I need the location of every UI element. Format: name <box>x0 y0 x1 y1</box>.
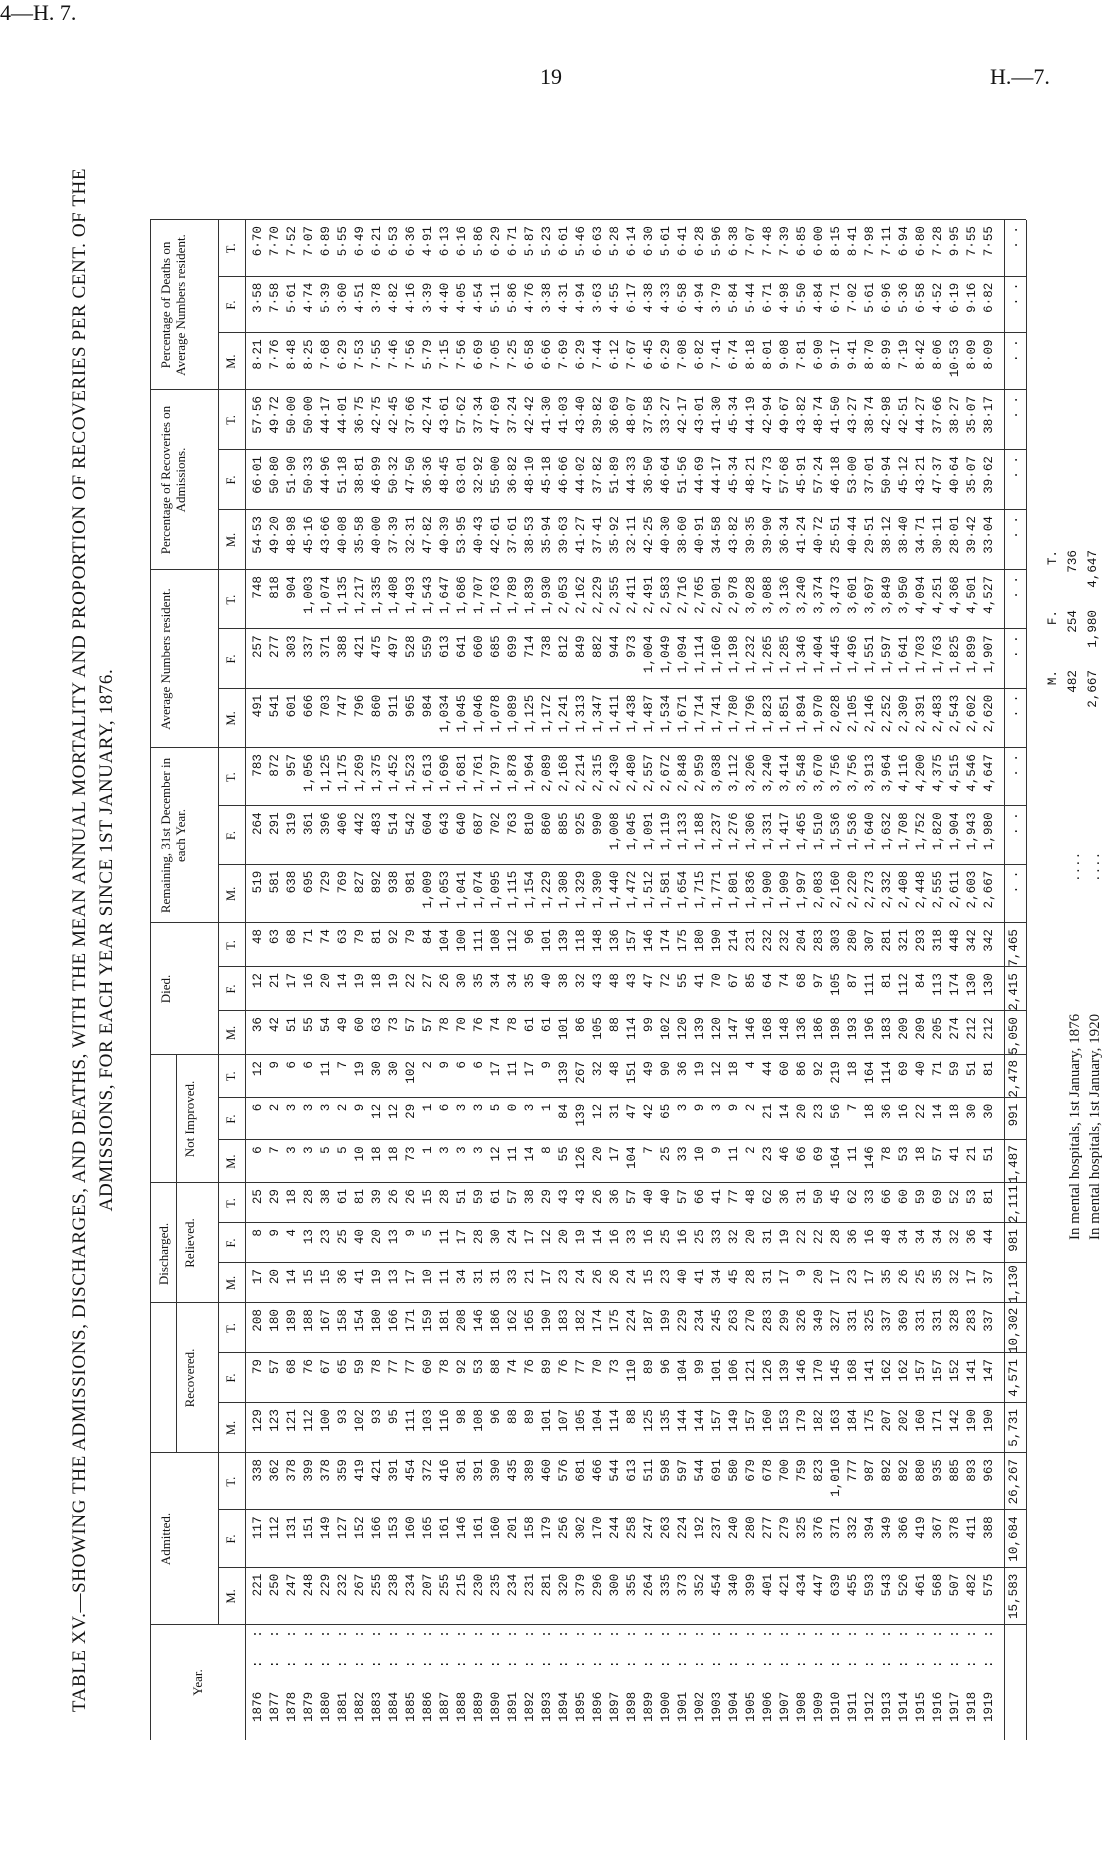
remaining-m-total: . . <box>1007 870 1021 894</box>
rule <box>218 220 219 390</box>
admitted-m-subheader: M. <box>224 1589 238 1604</box>
pct-recoveries-header: Percentage of Recoveries on Admissions. <box>158 405 188 555</box>
rule <box>218 748 219 923</box>
not-improved-f-subheader: F. <box>224 1114 238 1124</box>
admitted-m-total: 15,583 <box>1007 1573 1021 1620</box>
rule <box>1026 220 1027 1740</box>
pct-recoveries-t-subheader: T. <box>224 415 238 425</box>
footnote-f-label: F. <box>1046 610 1060 626</box>
average-t-subheader: T. <box>224 594 238 605</box>
admitted-t-column: 338 362 378 399 378 359 419 421 391 454 372 416 361 391 390 435 389 460 576 681 466 544 613 511 598 597 544 691 580 679 678 700 759 823 1,010 777 987 892 892 880 935 885 893 963 <box>251 1459 996 1497</box>
average-t-total: . . <box>1007 576 1021 599</box>
rule <box>218 570 219 748</box>
pct-deaths-f-column: 3·58 7·58 5·61 4·74 5·39 3·60 4·51 3·78 4·82 4·16 3·39 4·40 4·05 4·54 5·11 5·86 4·76 3·38 4·31 4·94 3·63 4·55 6·17 4·38 4·33 6·58 4·94 3·79 5·84 5·44 6·71 4·98 5·50 4·84 6·71 7·02 5·61 6·96 5·36 6·58 4·52 6·19 9·16 6·82 <box>251 282 996 313</box>
recovered-t-column: 208 180 189 188 167 158 154 180 166 171 159 181 208 146 186 162 165 190 183 182 174 175 224 187 199 229 234 245 263 270 283 299 326 349 327 331 325 337 369 331 331 328 283 337 <box>251 1309 996 1332</box>
died-t-column: 48 63 68 71 74 63 79 81 92 79 84 104 100 111 108 112 96 101 139 118 148 136 157 146 174 175 180 190 214 231 232 232 204 283 303 280 307 281 321 293 318 448 342 342 <box>251 929 996 952</box>
footnote-dots-1920: . . . . <box>1087 853 1103 880</box>
relieved-t-column: 25 29 18 28 38 61 81 39 26 26 15 28 51 59 61 57 38 29 43 43 26 36 57 40 40 57 66 41 77 48 62 36 31 50 45 62 33 66 60 59 69 52 53 81 <box>251 1189 996 1205</box>
remaining-header: Remaining, 31st December in each Year. <box>158 757 188 914</box>
not-improved-t-subheader: T. <box>224 1071 238 1082</box>
rule <box>218 1453 219 1625</box>
admitted-m-column: 221 250 247 248 229 232 267 255 238 234 207 255 215 230 235 234 231 281 320 379 296 300 355 264 335 373 352 454 340 399 401 421 434 447 639 455 593 543 526 461 568 507 482 575 <box>251 1573 996 1597</box>
admitted-t-total: 26,267 <box>1007 1459 1021 1505</box>
footnote-t-1876: 736 <box>1066 550 1080 573</box>
recovered-m-total: 5,731 <box>1007 1409 1021 1447</box>
page-number: 19 <box>540 64 562 89</box>
footnote-m-1920: 2,667 <box>1086 670 1100 708</box>
not-improved-m-subheader: M. <box>224 1154 238 1169</box>
rule <box>218 1303 219 1453</box>
average-m-column: 491 541 601 666 703 747 796 860 911 965 984 1,034 1,045 1,046 1,078 1,089 1,125 1,172 1,241 1,313 1,347 1,411 1,438 1,487 1,534 1,671 1,714 1,741 1,780 1,796 1,823 1,851 1,894 1,970 2,028 2,105 2,146 2,252 2,309 2,391 2,483 2,543 2,602 2,620 <box>251 694 996 733</box>
footnote-t-label: T. <box>1046 550 1060 566</box>
year-column: 1876 1877 1878 1879 1880 1881 1882 1883 1884 1885 1886 1887 1888 1889 1890 1891 1892 1893 1894 1895 1896 1897 1898 1899 1900 1901 1902 1903 1904 1905 1906 1907 1908 1909 1910 1911 1912 1913 1914 1915 1916 1917 1918 1919 <box>251 1691 996 1722</box>
pct-deaths-m-column: 8·21 7·76 8·48 8·25 7·68 6·29 7·53 7·55 7·46 7·56 5·79 7·15 7·56 6·69 7·05 7·25 6·58 6·66 7·69 6·29 7·44 6·12 7·67 6·45 6·29 7·08 6·82 7·41 6·74 8·18 8·01 9·08 7·81 6·90 9·17 9·41 8·70 8·99 7·19 8·42 8·06 10·53 8·09 8·09 <box>251 339 996 378</box>
relieved-f-column: 8 9 4 13 23 25 40 20 13 9 5 11 17 28 30 24 17 12 20 19 14 16 33 16 25 16 25 33 32 20 31 19 22 22 28 36 16 48 34 34 34 32 36 44 <box>251 1229 996 1245</box>
recovered-t-total: 10,302 <box>1007 1307 1021 1353</box>
not-improved-m-column: 6 7 3 3 5 5 10 18 18 73 1 3 3 3 12 11 14 8 55 126 20 17 104 7 25 33 10 9 11 2 23 46 66 69 164 11 146 78 53 18 57 41 21 51 <box>251 1146 996 1170</box>
recovered-m-column: 129 123 121 112 100 93 102 93 95 111 103 116 98 108 96 88 89 101 107 105 104 114 88 125 135 144 144 157 149 157 160 153 179 182 163 184 175 207 202 160 171 142 190 190 <box>251 1409 996 1432</box>
relieved-t-total: 2,111 <box>1007 1185 1021 1223</box>
table-title-line-2: ADMISSIONS, FOR EACH YEAR SINCE 1ST JANUARY, 1876. <box>96 668 117 1212</box>
pct-recoveries-m-column: 54·53 49·20 48·98 45·16 43·66 40·08 35·58 40·00 37·39 32·31 47·82 40·39 53·95 40·43 42·61 37·61 38·53 35·94 39·63 41·27 37·41 35·92 32·11 42·25 40·30 38·60 40·91 34·58 43·82 39·35 39·90 36·34 41·24 40·72 25·51 40·44 29·51 38·12 38·40 34·71 30·11 28·01 39·42 33·04 <box>251 516 996 554</box>
pct-deaths-t-subheader: T. <box>224 243 238 254</box>
table-title-line-1: TABLE XV.—SHOWING THE ADMISSIONS, DISCHARGES, AND DEATHS, WITH THE MEAN ANNUAL MORTALITY AND PROPORTION OF RECOVERIES PER CENT. OF THE <box>69 167 90 1713</box>
footnote-t-1920: 4,647 <box>1086 550 1100 588</box>
year-header: Year. <box>190 1669 205 1696</box>
average-m-total: . . <box>1007 694 1021 718</box>
footnote-dots-1876: . . . . <box>1067 853 1083 880</box>
rule <box>176 1055 177 1453</box>
rule <box>150 220 151 1740</box>
average-m-subheader: M. <box>224 711 238 726</box>
pct-deaths-t-column: 6·70 7·70 7·52 7·07 6·89 5·55 6·49 6·21 6·53 6·36 4·91 6·13 6·16 5·86 6·29 6·71 5·87 5·23 6·61 5·46 6·63 5·28 6·14 6·30 5·61 6·41 6·28 5·96 6·38 7·07 7·48 7·39 6·85 6·00 8·15 8·41 7·98 7·11 6·94 6·80 7·28 9·95 7·55 7·55 <box>251 226 996 257</box>
relieved-header: Relieved. <box>182 1218 197 1268</box>
rule <box>218 1055 219 1183</box>
remaining-f-column: 264 291 319 361 396 406 442 483 514 542 604 643 640 687 702 763 810 860 885 925 990 1,008 1,045 1,091 1,119 1,133 1,188 1,237 1,276 1,306 1,331 1,417 1,465 1,510 1,536 1,536 1,640 1,632 1,708 1,752 1,820 1,904 1,943 1,980 <box>251 812 996 851</box>
footer-reference: 4—H. 7. <box>0 0 77 25</box>
rule <box>1004 220 1005 1740</box>
not-improved-f-column: 6 2 3 3 3 2 9 12 12 29 1 6 3 3 5 0 3 1 84 139 12 31 47 42 65 3 9 3 9 2 21 14 20 23 56 7 18 36 16 22 14 18 30 30 <box>251 1103 996 1127</box>
rule <box>150 219 1026 220</box>
footnote-f-1876: 254 <box>1066 610 1080 633</box>
pct-deaths-header: Percentage of Deaths on Average Numbers resident. <box>158 234 188 376</box>
remaining-f-subheader: F. <box>224 830 238 841</box>
pct-deaths-t-total: . . <box>1007 226 1021 249</box>
remaining-m-subheader: M. <box>224 886 238 901</box>
relieved-f-total: 981 <box>1007 1229 1021 1252</box>
average-f-total: . . <box>1007 635 1021 659</box>
table-title <box>66 140 120 1740</box>
recovered-t-subheader: T. <box>224 1323 238 1333</box>
rule <box>218 390 219 570</box>
pct-deaths-f-subheader: F. <box>224 300 238 310</box>
pct-recoveries-f-column: 66·01 50·80 51·90 50·33 44·96 51·18 38·81 46·99 50·32 47·50 36·36 48·45 63·01 32·92 55·00 36·82 48·10 45·18 46·66 44·02 37·82 51·89 44·33 36·50 46·64 51·56 44·69 44·17 45·34 48·21 47·73 57·68 45·91 57·24 46·18 53·00 37·01 50·94 45·12 43·21 47·37 40·64 35·07 39·62 <box>251 456 996 494</box>
relieved-m-subheader: M. <box>224 1275 238 1291</box>
recovered-f-total: 4,571 <box>1007 1359 1021 1397</box>
admitted-f-total: 10,684 <box>1007 1516 1021 1562</box>
average-header: Average Numbers resident. <box>158 588 173 730</box>
remaining-f-total: . . <box>1007 812 1021 836</box>
rule <box>218 1183 219 1303</box>
died-m-total: 5,050 <box>1007 1017 1021 1055</box>
relieved-m-column: 17 20 14 15 15 36 41 19 13 17 10 11 34 31 31 33 21 17 23 24 26 26 24 15 23 40 41 34 45 28 31 17 9 20 17 23 17 35 26 25 35 32 17 37 <box>251 1269 996 1285</box>
admitted-header: Admitted. <box>158 1512 173 1566</box>
average-f-column: 257 277 303 337 371 388 421 475 497 528 559 613 641 660 685 699 714 738 812 849 882 944 973 1,004 1,049 1,094 1,114 1,160 1,198 1,232 1,265 1,285 1,346 1,404 1,445 1,496 1,551 1,597 1,641 1,703 1,763 1,825 1,899 1,907 <box>251 635 996 674</box>
died-header: Died. <box>158 974 173 1004</box>
pct-recoveries-t-column: 57·56 49·72 50·00 50·00 44·17 44·01 36·75 42·75 42·45 37·66 42·74 43·61 57·62 37·34 47·69 37·24 42·42 41·30 41·03 43·40 39·82 36·69 48·07 37·58 33·27 42·17 43·01 41·30 45·34 44·19 42·94 49·67 43·82 48·74 41·50 43·27 38·74 42·98 42·51 44·27 37·66 38·27 35·07 38·17 <box>251 396 996 434</box>
died-m-column: 36 42 51 55 54 49 60 63 73 57 57 78 70 76 74 78 61 61 101 86 105 88 114 99 102 120 139 120 147 146 168 148 136 186 198 193 196 183 209 209 205 274 212 212 <box>251 1017 996 1040</box>
not-improved-t-total: 2,478 <box>1007 1059 1021 1098</box>
pct-recoveries-m-subheader: M. <box>224 532 238 548</box>
died-f-total: 2,415 <box>1007 973 1021 1011</box>
admitted-f-subheader: F. <box>224 1534 238 1544</box>
died-t-total: 7,465 <box>1007 929 1021 967</box>
admitted-f-column: 117 112 131 151 149 127 152 166 153 160 165 161 146 161 160 201 158 179 256 302 170 244 258 247 263 224 192 237 240 280 277 279 325 376 371 332 394 349 366 419 367 378 411 388 <box>251 1516 996 1540</box>
died-f-subheader: F. <box>224 984 238 994</box>
year-leader-dots: : : : : : : : : : : : : : : : : : : : : : : : : : : : : : : : : : : : : : : : : : : : : : : : : : : : : : : : : : : : : : : : : : : : : : : : : : : : : : : : : : : : : : : : : <box>251 1630 996 1668</box>
recovered-f-column: 79 57 68 76 67 65 59 78 77 77 60 78 92 53 88 74 76 89 76 77 70 73 110 89 96 104 99 101 106 121 126 139 146 170 145 168 141 162 162 157 157 152 141 147 <box>251 1359 996 1382</box>
pct-recoveries-f-subheader: F. <box>224 475 238 485</box>
rule <box>245 220 246 1740</box>
page-reference: H.—7. <box>990 64 1050 89</box>
relieved-f-subheader: F. <box>224 1238 238 1248</box>
recovered-header: Recovered. <box>182 1348 197 1408</box>
remaining-t-total: . . <box>1007 754 1021 777</box>
average-t-column: 748 818 904 1,003 1,074 1,135 1,217 1,335 1,408 1,493 1,543 1,647 1,686 1,707 1,763 1,789 1,839 1,930 2,053 2,162 2,229 2,355 2,411 2,491 2,583 2,716 2,765 2,901 2,978 3,028 3,088 3,136 3,240 3,374 3,473 3,601 3,697 3,849 3,950 4,094 4,251 4,368 4,501 4,527 <box>251 576 996 614</box>
relieved-t-subheader: T. <box>224 1198 238 1208</box>
died-f-column: 12 21 17 16 20 14 19 18 19 22 27 26 30 35 34 34 35 40 38 32 43 48 43 47 72 55 41 70 67 85 64 74 68 97 105 87 111 81 112 84 113 174 130 130 <box>251 973 996 996</box>
pct-recoveries-m-total: . . <box>1007 516 1021 539</box>
died-m-subheader: M. <box>224 1025 238 1041</box>
not-improved-header: Not Improved. <box>182 1080 197 1158</box>
footnote-m-label: M. <box>1046 670 1060 686</box>
footnote-f-1920: 1,980 <box>1086 610 1100 648</box>
statistics-table <box>150 140 1114 1740</box>
discharged-header: Discharged. <box>156 1222 171 1286</box>
footnote-1920: In mental hospitals, 1st January, 1920 <box>1087 1013 1103 1240</box>
not-improved-f-total: 991 <box>1007 1103 1021 1127</box>
recovered-m-subheader: M. <box>224 1420 238 1436</box>
footnote-m-1876: 482 <box>1066 670 1080 693</box>
pct-deaths-m-subheader: M. <box>224 354 238 369</box>
pct-recoveries-t-total: . . <box>1007 396 1021 419</box>
admitted-t-subheader: T. <box>224 1476 238 1487</box>
not-improved-m-total: 1,487 <box>1007 1145 1021 1183</box>
not-improved-t-column: 12 9 6 6 11 7 19 30 30 102 2 9 6 6 17 11 17 9 139 267 32 48 151 49 90 36 19 12 18 4 44 60 86 92 219 18 164 114 69 40 71 59 51 81 <box>251 1061 996 1084</box>
rotated-table-page <box>60 80 1103 1740</box>
remaining-t-column: 783 872 957 1,056 1,125 1,175 1,269 1,375 1,452 1,523 1,613 1,696 1,681 1,761 1,797 1,878 1,964 2,089 2,168 2,214 2,315 2,430 2,480 2,557 2,672 2,848 2,959 3,038 3,112 3,206 3,240 3,414 3,548 3,670 3,756 3,756 3,913 3,964 4,116 4,200 4,375 4,515 4,546 4,647 <box>251 754 996 792</box>
pct-deaths-f-total: . . <box>1007 282 1021 306</box>
died-t-subheader: T. <box>224 940 238 950</box>
recovered-f-subheader: F. <box>224 1373 238 1383</box>
average-f-subheader: F. <box>224 654 238 664</box>
remaining-t-subheader: T. <box>224 772 238 783</box>
pct-deaths-m-total: . . <box>1007 339 1021 363</box>
footnote-1876: In mental hospitals, 1st January, 1876 <box>1067 1013 1083 1240</box>
pct-recoveries-f-total: . . <box>1007 456 1021 479</box>
remaining-m-column: 519 581 638 695 729 769 827 892 938 981 1,009 1,053 1,041 1,074 1,095 1,115 1,154 1,229 1,308 1,329 1,390 1,440 1,472 1,512 1,581 1,654 1,715 1,771 1,801 1,836 1,900 1,909 1,997 2,083 2,160 2,220 2,273 2,332 2,408 2,448 2,555 2,611 2,603 2,667 <box>251 870 996 909</box>
rule <box>218 923 219 1055</box>
relieved-m-total: 1,130 <box>1007 1265 1021 1303</box>
